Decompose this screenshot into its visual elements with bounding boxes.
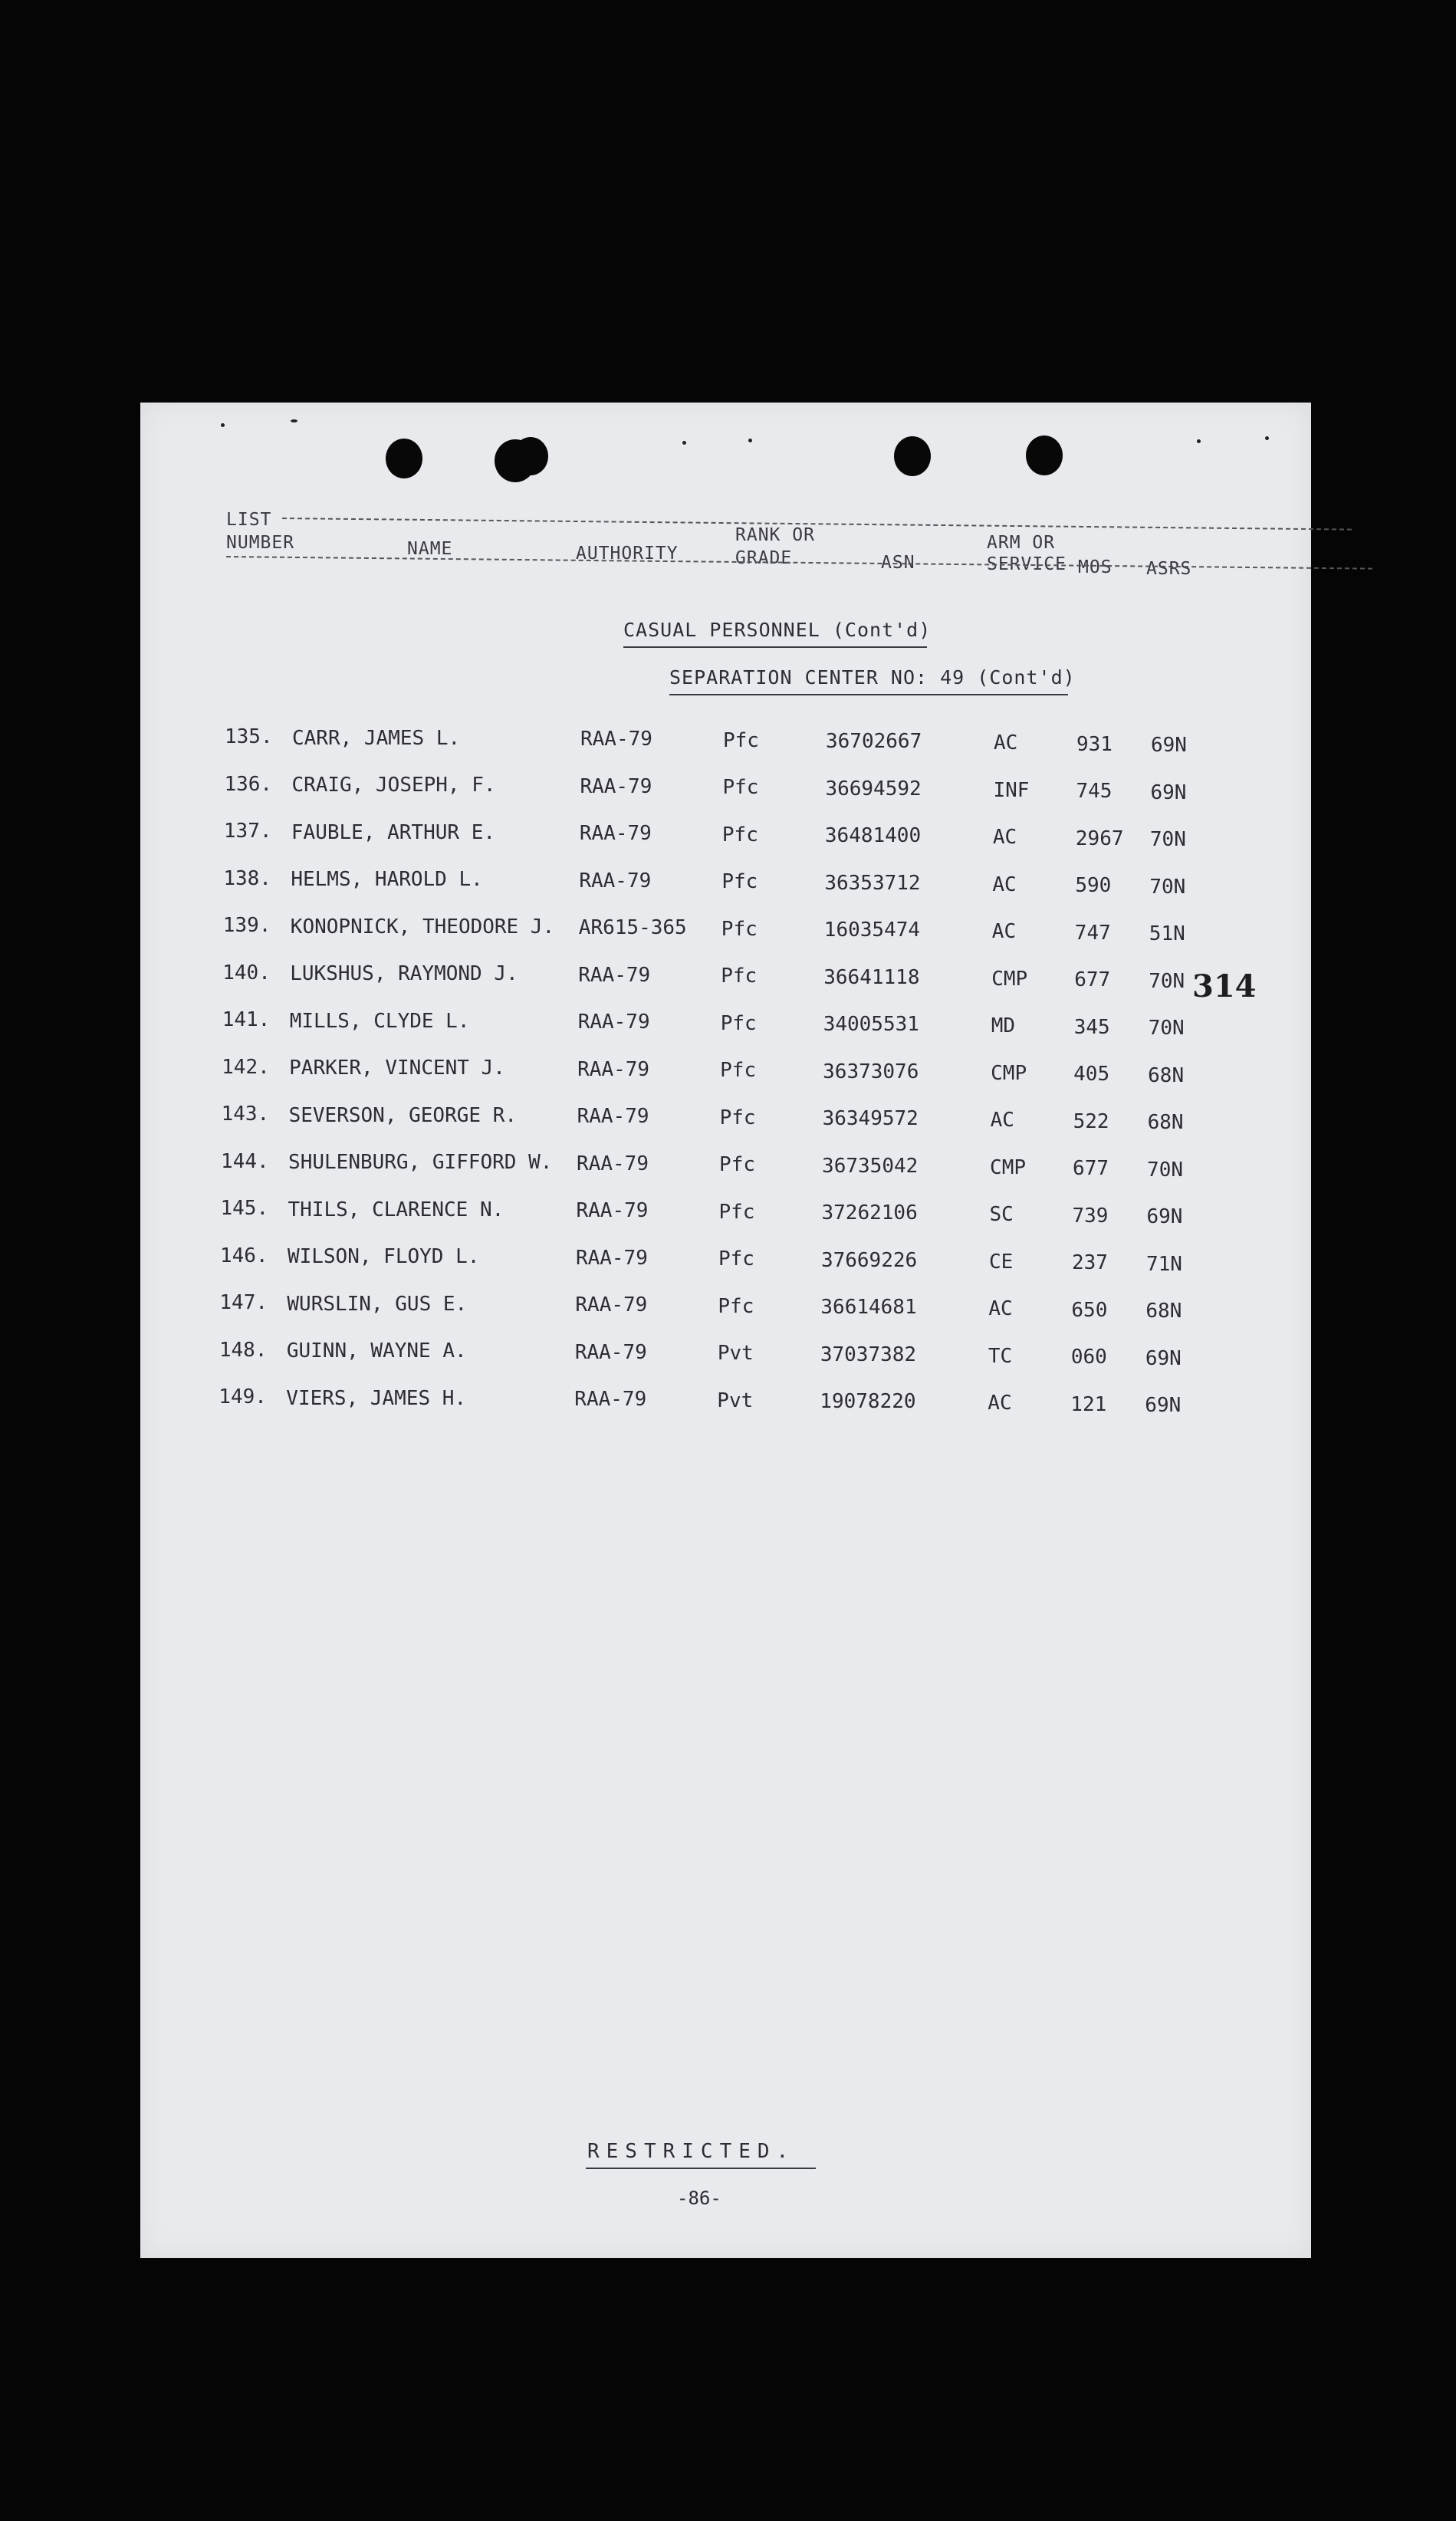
row-asn: 36481400 [824,824,922,848]
row-asrs: 70N [1149,828,1186,852]
row-arm-service: AC [994,731,1018,754]
row-arm-service: AC [990,1109,1014,1132]
row-arm-service: CMP [990,1155,1027,1179]
row-asrs: 68N [1145,1300,1182,1323]
row-asn: 34005531 [823,1013,919,1037]
row-mos: 745 [1076,780,1113,804]
row-number: 146. [219,1244,268,1267]
header-rule-bottom [226,556,1372,570]
row-authority: RAA-79 [578,963,651,987]
row-mos: 590 [1075,874,1112,898]
row-name: MILLS, CLYDE L. [289,1009,470,1033]
header-asn: ASN [881,553,915,573]
row-name: KONOPNICK, THEODORE J. [290,915,555,938]
row-name: HELMS, HAROLD L. [291,868,483,892]
row-authority: RAA-79 [577,1011,650,1034]
header-asrs: ASRS [1146,559,1192,579]
row-number: 136. [224,772,273,796]
row-authority: AR615-365 [578,916,687,940]
row-asn: 37262106 [821,1201,918,1225]
row-mos: 747 [1074,921,1111,945]
row-asrs: 69N [1150,781,1187,804]
row-name: SEVERSON, GEORGE R. [288,1103,518,1127]
speck [1265,436,1269,440]
row-grade: Pfc [720,1059,757,1083]
row-asn: 37669226 [820,1248,918,1272]
row-mos: 121 [1070,1392,1107,1416]
header-rule-top [282,518,1352,531]
stamp-number: 314 [1192,968,1257,1004]
row-number: 147. [219,1291,268,1314]
row-grade: Pfc [720,1011,757,1035]
row-name: WILSON, FLOYD L. [287,1245,480,1269]
section-subtitle: SEPARATION CENTER NO: 49 (Cont'd) [669,666,1076,689]
row-mos: 739 [1072,1204,1109,1228]
page-number: -86- [677,2187,721,2209]
row-name: CARR, JAMES L. [292,726,461,750]
row-number: 148. [219,1338,268,1362]
row-arm-service: TC [988,1344,1013,1368]
speck [1197,439,1201,443]
row-arm-service: SC [989,1203,1014,1226]
row-asn: 16035474 [823,919,921,942]
punch-hole [513,437,548,475]
row-authority: RAA-79 [575,1246,648,1270]
row-mos: 060 [1070,1346,1107,1369]
row-name: CRAIG, JOSEPH, F. [291,774,496,797]
row-grade: Pfc [718,1247,754,1271]
row-authority: RAA-79 [580,728,652,751]
row-asrs: 69N [1145,1394,1182,1418]
row-authority: RAA-79 [580,774,652,798]
header-name: NAME [407,539,453,559]
row-grade: Pfc [723,728,759,752]
row-asrs: 70N [1148,1017,1185,1040]
row-name: THILS, CLARENCE N. [288,1198,505,1221]
row-number: 138. [223,866,271,890]
header-arm-line2: SERVICE [987,554,1067,574]
punch-hole [1026,436,1063,475]
row-arm-service: AC [992,826,1017,849]
speck [221,423,225,427]
row-mos: 405 [1073,1063,1110,1086]
row-number: 139. [222,914,271,937]
row-asn: 36702667 [826,730,922,754]
row-asrs: 69N [1145,1346,1182,1370]
row-number: 141. [222,1008,271,1031]
row-number: 135. [225,725,273,748]
row-arm-service: AC [988,1297,1013,1320]
section-title-underline [623,646,927,648]
row-name: SHULENBURG, GIFFORD W. [288,1151,553,1175]
row-grade: Pfc [722,776,759,800]
row-grade: Pvt [717,1342,754,1366]
section-title: CASUAL PERSONNEL (Cont'd) [623,619,932,641]
row-authority: RAA-79 [574,1388,647,1412]
row-asrs: 69N [1146,1205,1183,1229]
row-asrs: 51N [1149,922,1185,946]
row-number: 144. [221,1149,269,1173]
punch-hole [386,439,422,478]
row-number: 140. [222,961,271,984]
row-number: 145. [220,1197,269,1220]
row-asrs: 68N [1148,1063,1185,1087]
row-asn: 37037382 [820,1343,917,1366]
row-asn: 36353712 [824,871,921,895]
section-subtitle-underline [669,694,1068,695]
row-asn: 19078220 [820,1390,916,1414]
header-list-number-line2: NUMBER [226,533,295,553]
speck [682,441,686,445]
row-asrs: 71N [1145,1252,1182,1276]
row-grade: Pfc [721,965,758,988]
row-name: VIERS, JAMES H. [286,1386,467,1410]
row-grade: Pfc [718,1200,755,1224]
row-authority: RAA-79 [576,1199,649,1223]
row-arm-service: CMP [991,1061,1027,1085]
row-grade: Pvt [717,1389,754,1412]
row-number: 149. [219,1385,267,1408]
row-arm-service: CE [988,1250,1014,1274]
row-mos: 522 [1073,1109,1109,1133]
row-grade: Pfc [718,1294,754,1318]
row-mos: 650 [1071,1298,1108,1322]
row-number: 137. [223,820,272,843]
row-name: LUKSHUS, RAYMOND J. [290,962,518,986]
row-arm-service: AC [991,920,1017,943]
header-authority: AUTHORITY [576,544,679,564]
header-rank-line2: GRADE [735,548,793,568]
row-asn: 36614681 [820,1296,917,1320]
row-arm-service: INF [993,778,1030,802]
row-name: GUINN, WAYNE A. [286,1339,467,1363]
row-name: FAUBLE, ARTHUR E. [291,820,495,844]
row-asn: 36641118 [823,965,920,989]
row-authority: RAA-79 [577,1057,650,1081]
row-arm-service: CMP [991,967,1028,991]
row-mos: 2967 [1075,827,1124,850]
row-grade: Pfc [721,823,758,846]
restricted-underline [586,2168,816,2169]
row-asrs: 70N [1147,1158,1184,1182]
row-authority: RAA-79 [577,1152,649,1175]
row-authority: RAA-79 [579,822,652,846]
header-rank-line1: RANK OR [735,525,815,545]
header-arm-line1: ARM OR [987,533,1056,553]
punch-hole [894,436,931,476]
row-grade: Pfc [719,1153,756,1177]
row-asn: 36349572 [822,1107,919,1131]
row-name: WURSLIN, GUS E. [287,1292,468,1316]
speck [748,439,752,442]
row-mos: 677 [1073,1157,1109,1181]
restricted-marking: RESTRICTED. [587,2140,796,2163]
row-grade: Pfc [719,1106,756,1129]
header-list-number-line1: LIST [226,510,272,530]
header-mos: MOS [1078,557,1113,577]
row-mos: 345 [1073,1015,1110,1039]
row-number: 143. [221,1103,270,1126]
row-arm-service: MD [991,1014,1015,1037]
document-page [140,403,1311,2258]
row-authority: RAA-79 [575,1293,648,1317]
row-asrs: 70N [1149,875,1186,899]
row-mos: 237 [1071,1251,1108,1275]
row-asrs: 70N [1149,969,1185,993]
row-mos: 931 [1076,732,1113,756]
row-arm-service: AC [992,873,1017,896]
row-grade: Pfc [721,917,758,941]
row-grade: Pfc [721,870,758,894]
row-asn: 36735042 [822,1154,919,1178]
row-authority: RAA-79 [574,1340,647,1364]
row-asrs: 68N [1147,1111,1184,1135]
speck [291,419,297,422]
row-authority: RAA-79 [579,869,652,892]
row-asn: 36694592 [825,777,922,800]
row-authority: RAA-79 [577,1105,649,1129]
row-asn: 36373076 [823,1060,919,1083]
row-mos: 677 [1074,968,1111,992]
row-name: PARKER, VINCENT J. [289,1057,505,1080]
row-number: 142. [222,1055,270,1079]
row-arm-service: AC [988,1392,1012,1415]
row-asrs: 69N [1151,734,1187,758]
